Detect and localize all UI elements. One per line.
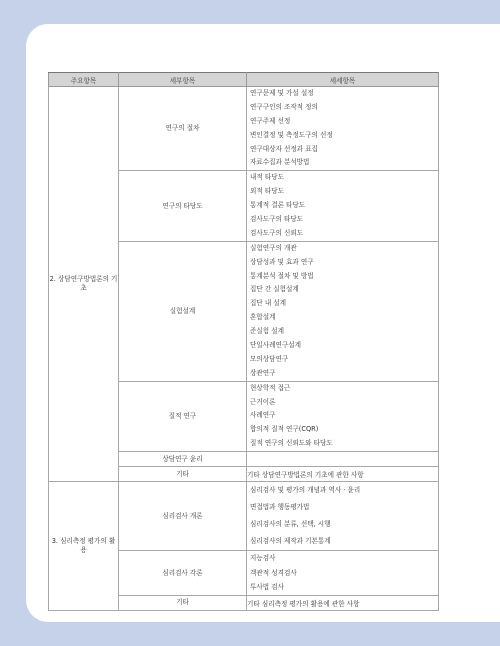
detail-item: 실험연구의 개관 bbox=[250, 243, 297, 252]
detail-item: 합의적 질적 연구(CQR) bbox=[250, 425, 319, 434]
detail-item: 집단 간 실험설계 bbox=[250, 285, 299, 294]
detail-item: 연구구인의 조작적 정의 bbox=[250, 102, 318, 111]
detail-cell bbox=[247, 551, 439, 596]
detail-item: 혼합설계 bbox=[250, 313, 276, 322]
sub-item: 질적 연구 bbox=[119, 381, 247, 451]
detail-item: 연구문제 및 가설 설정 bbox=[250, 89, 314, 97]
detail-item: 내적 타당도 bbox=[250, 173, 284, 182]
detail-item: 객관적 성격검사 bbox=[250, 568, 297, 577]
detail-item: 질적 연구의 신뢰도와 타당도 bbox=[250, 439, 333, 448]
detail-item: 검사도구의 신뢰도 bbox=[250, 228, 304, 237]
detail-item: 지능검사 bbox=[250, 554, 276, 563]
sub-item: 상담연구 윤리 bbox=[119, 452, 247, 467]
main-item: 3. 심리측정 평가의 활용 bbox=[49, 482, 119, 611]
header-detail: 세세항목 bbox=[247, 73, 439, 87]
detail-item: 준실험 설계 bbox=[250, 327, 284, 336]
table-row bbox=[49, 482, 439, 551]
detail-item: 기타 상담연구방법론의 기초에 관한 사항 bbox=[247, 467, 439, 482]
detail-item: 투사법 검사 bbox=[250, 583, 284, 592]
detail-item: 검사도구의 타당도 bbox=[250, 215, 304, 224]
detail-item: 모의상담연구 bbox=[250, 354, 289, 363]
detail-item: 심리검사의 제작과 기본통계 bbox=[250, 537, 331, 546]
main-item: 2. 상담연구방법론의 기초 bbox=[49, 87, 119, 482]
header-sub: 세부항목 bbox=[119, 73, 247, 87]
detail-item: 연구주제 선정 bbox=[250, 116, 291, 125]
detail-item bbox=[247, 452, 439, 467]
detail-item: 자료수집과 분석방법 bbox=[250, 158, 310, 167]
detail-item: 심리검사의 분류, 선택, 시행 bbox=[250, 520, 331, 529]
detail-cell bbox=[247, 171, 439, 241]
detail-cell bbox=[247, 482, 439, 551]
detail-item: 통계분석 절차 및 방법 bbox=[250, 271, 314, 280]
detail-cell bbox=[247, 241, 439, 381]
sub-item: 연구의 타당도 bbox=[119, 171, 247, 241]
detail-item: 단일사례연구설계 bbox=[250, 341, 301, 350]
sub-item: 실험설계 bbox=[119, 241, 247, 381]
sub-item: 기타 bbox=[119, 595, 247, 610]
detail-cell bbox=[247, 381, 439, 451]
detail-item: 현상학적 접근 bbox=[250, 383, 291, 392]
table-row bbox=[49, 87, 439, 171]
detail-item: 상담성과 및 효과 연구 bbox=[250, 257, 314, 266]
header-row bbox=[49, 73, 439, 87]
sub-item: 연구의 절차 bbox=[119, 87, 247, 171]
detail-item: 연구대상자 선정과 표집 bbox=[250, 144, 318, 153]
detail-item: 상관연구 bbox=[250, 368, 276, 377]
detail-item: 집단 내 설계 bbox=[250, 299, 287, 308]
detail-item: 변인결정 및 측정도구의 선정 bbox=[250, 130, 333, 139]
sub-item: 심리검사 개론 bbox=[119, 482, 247, 551]
detail-item: 통계적 결론 타당도 bbox=[250, 201, 306, 210]
sub-item: 기타 bbox=[119, 467, 247, 482]
detail-item: 기타 심리측정 평가의 활용에 관한 사항 bbox=[247, 595, 439, 610]
sub-item: 심리검사 각론 bbox=[119, 551, 247, 596]
detail-cell bbox=[247, 87, 439, 171]
header-main: 주요항목 bbox=[49, 73, 119, 87]
detail-item: 면접법과 행동평가법 bbox=[250, 503, 310, 512]
syllabus-table bbox=[48, 72, 439, 611]
detail-item: 사례연구 bbox=[250, 411, 276, 420]
detail-item: 외적 타당도 bbox=[250, 187, 284, 196]
detail-item: 심리검사 및 평가의 개념과 역사 · 윤리 bbox=[250, 486, 361, 495]
detail-item: 근거이론 bbox=[250, 397, 276, 406]
